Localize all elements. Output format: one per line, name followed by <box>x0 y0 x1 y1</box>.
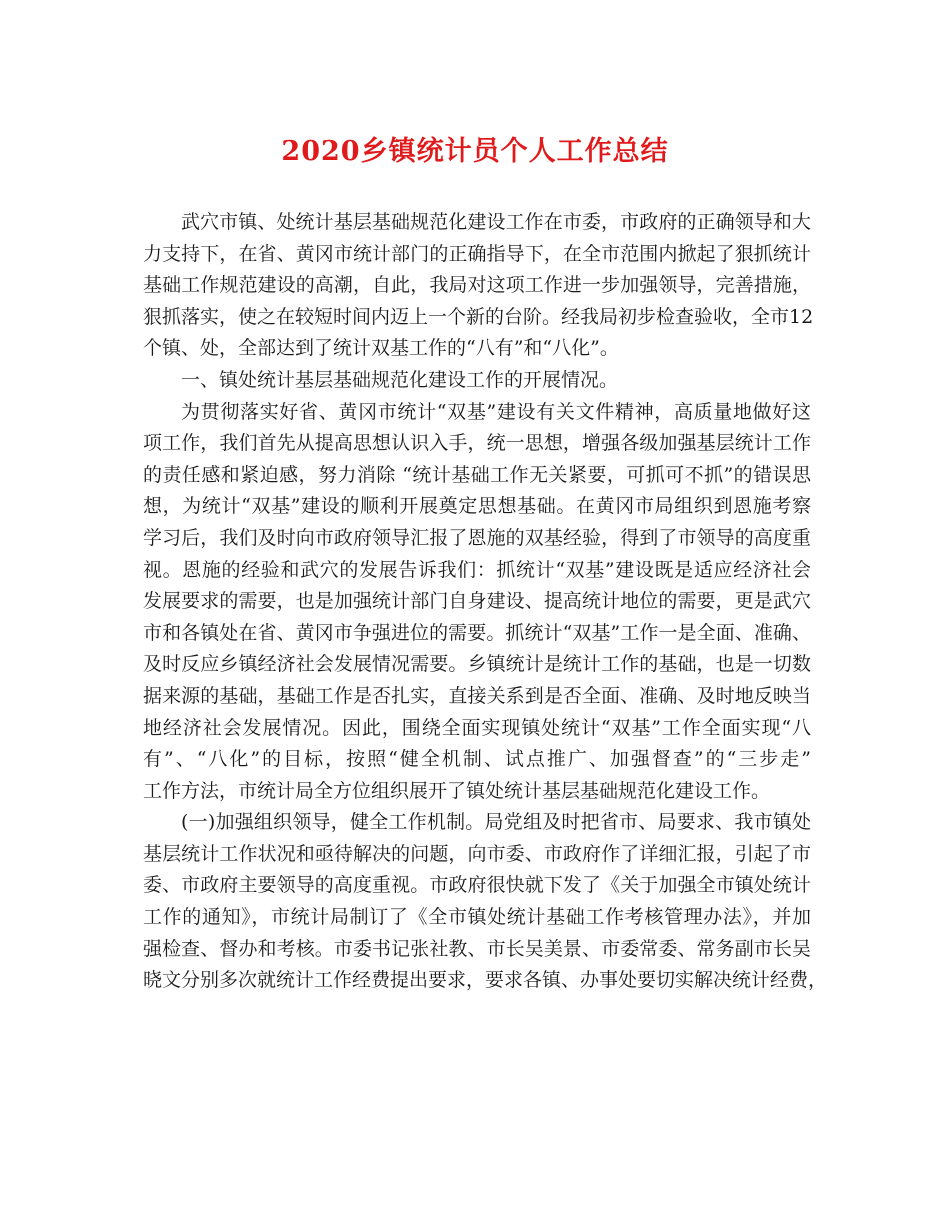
text-line: 及时反应乡镇经济社会发展情况需要。乡镇统计是统计工作的基础，也是一切数 <box>143 653 811 676</box>
text-line: 据来源的基础，基础工作是否扎实，直接关系到是否全面、准确、及时地反映当 <box>143 684 811 707</box>
text-line: 市和各镇处在省、黄冈市争强进位的需要。抓统计“双基”工作一是全面、准确、 <box>143 621 811 644</box>
text-line: 强检查、督办和考核。市委书记张社教、市长吴美景、市委常委、常务副市长吴 <box>143 937 811 960</box>
section-heading-1 <box>143 365 811 397</box>
text-line: 为贯彻落实好省、黄冈市统计“双基”建设有关文件精神，高质量地做好这 <box>181 400 811 423</box>
text-line: 的责任感和紧迫感，努力消除 “统计基础工作无关紧要，可抓可不抓”的错误思 <box>143 463 811 486</box>
text-line: 工作的通知》，市统计局制订了《全市镇处统计基础工作考核管理办法》，并加 <box>143 906 811 929</box>
subsection-1-paragraph <box>143 807 828 997</box>
text-line: 视。恩施的经验和武穴的发展告诉我们：抓统计“双基”建设既是适应经济社会 <box>143 558 811 581</box>
text-line: 学习后，我们及时向市政府领导汇报了恩施的双基经验，得到了市领导的高度重 <box>143 526 811 549</box>
text-line: 基础工作规范建设的高潮，自此，我局对这项工作进一步加强领导，完善措施， <box>143 274 811 297</box>
text-line: 工作方法，市统计局全方位组织展开了镇处统计基层基础规范化建设工作。 <box>143 779 771 802</box>
document-body <box>143 207 828 997</box>
intro-paragraph <box>143 207 814 365</box>
document-title: 2020乡镇统计员个人工作总结 <box>281 136 669 167</box>
text-line: 晓文分别多次就统计工作经费提出要求，要求各镇、办事处要切实解决统计经费， <box>143 969 828 992</box>
text-line: 项工作，我们首先从提高思想认识入手，统一思想，增强各级加强基层统计工作 <box>143 432 811 455</box>
text-line: 力支持下，在省、黄冈市统计部门的正确指导下，在全市范围内掀起了狠抓统计 <box>143 242 811 265</box>
text-line: 狠抓落实，使之在较短时间内迈上一个新的台阶。经我局初步检查验收，全市12 <box>143 305 814 328</box>
text-line: 个镇、处，全部达到了统计双基工作的“八有”和“八化”。 <box>143 337 619 360</box>
text-line: 地经济社会发展情况。因此，围绕全面实现镇处统计“双基”工作全面实现“八 <box>143 716 811 739</box>
text-line: 基层统计工作状况和亟待解决的问题，向市委、市政府作了详细汇报，引起了市 <box>143 842 811 865</box>
text-line: 武穴市镇、处统计基层基础规范化建设工作在市委，市政府的正确领导和大 <box>181 211 811 233</box>
text-line: 发展要求的需要，也是加强统计部门自身建设、提高统计地位的需要，更是武穴 <box>143 590 811 613</box>
text-line: 一、镇处统计基层基础规范化建设工作的开展情况。 <box>181 368 619 391</box>
text-line: 有”、“八化”的目标，按照“健全机制、试点推广、加强督查”的“三步走” <box>143 748 811 771</box>
section-1-paragraph <box>143 397 811 808</box>
text-line: 想，为统计“双基”建设的顺利开展奠定思想基础。在黄冈市局组织到恩施考察 <box>143 495 811 518</box>
text-line: (一)加强组织领导，健全工作机制。局党组及时把省市、局要求、我市镇处 <box>181 811 811 834</box>
text-line: 委、市政府主要领导的高度重视。市政府很快就下发了《关于加强全市镇处统计 <box>143 874 811 897</box>
